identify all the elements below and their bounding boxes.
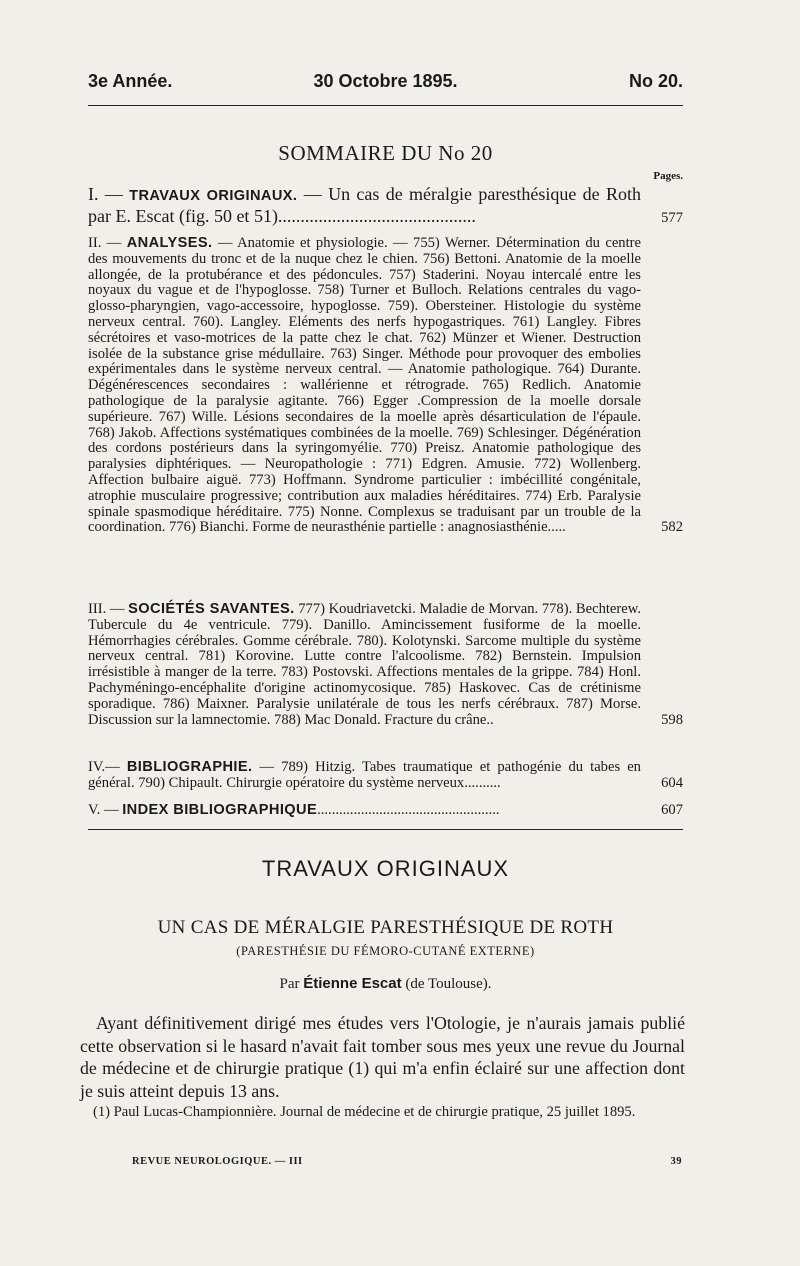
toc-section-name: TRAVAUX ORIGINAUX. [129, 188, 298, 204]
toc-section-name: SOCIÉTÉS SAVANTES. [128, 601, 295, 617]
pages-label: Pages. [653, 170, 683, 182]
toc-page-number: 607 [661, 803, 683, 818]
toc-entry-1 [88, 183, 683, 227]
toc-entry-text: — Un cas de méralgie paresthésique de Roth par E. Escat (fig. 50 et 51)............................................ [88, 184, 641, 226]
toc-section-name: ANALYSES. [126, 235, 213, 251]
section-title: TRAVAUX ORIGINAUX [261, 856, 510, 881]
toc-page-number: 604 [661, 774, 683, 791]
toc-section-name: INDEX BIBLIOGRAPHIQUE [122, 803, 318, 818]
toc-page-number: 598 [661, 711, 683, 728]
page-header [88, 71, 683, 99]
toc-entry-5 [88, 803, 683, 819]
header-date: 30 Octobre 1895. [313, 71, 458, 91]
article-paragraph: Ayant définitivement dirigé mes études vers l'Otologie, je n'aurais jamais publié cette observation si le hasard n'avait fait tomber sous mes yeux une revue du Journal de médecine et de chirurgie pratique (1) qui m'a enfin éclairé sur une affection dont je suis atteint depuis 13 ans. [80, 1013, 685, 1101]
footer-page-number: 39 [670, 1156, 682, 1167]
author-name: Étienne Escat [303, 975, 402, 992]
toc-entry-text: 777) Koudriavetcki. Maladie de Morvan. 778). Bechterew. Tubercule du 4e ventricule. 779). Danillo. Amincissement fusiforme de la moelle. Hémorrhagies cérébrales. Gomme cérébrale. 780). Kolotynski. Sarcome multiple du système nerveux central. 781) Korovine. Lutte contre l'alcoolisme. 782) Bernstein. Impulsion irrésistible à manger de la terre. 783) Postovski. Affections mentales de la grippe. 784) Honl. Pachyméningo-encéphalite d'origine actinomycosique. 785) Haskovec. Cas de crétinisme sporadique. 786) Maixner. Paralysie unilatérale de tous les nerfs cérébraux. 787) Morse. Discussion sur la lamnectomie. 788) Mac Donald. Fracture du crâne.. [88, 601, 641, 728]
footnote: (1) Paul Lucas-Championnière. Journal de médecine et de chirurgie pratique, 25 juillet 1895. [93, 1104, 636, 1120]
page-footer [132, 1156, 682, 1167]
toc-entry-text: — 789) Hitzig. Tabes traumatique et pathogénie du tabes en général. 790) Chipault. Chirurgie opératoire du système nerveux.......... [88, 759, 641, 791]
toc-page-number: 582 [661, 519, 683, 536]
toc-entry-number: III. — [88, 601, 129, 617]
sommaire-title: SOMMAIRE DU No 20 [278, 141, 493, 165]
toc-entry-text: .................................................. [317, 803, 500, 818]
byline-prefix: Par [279, 976, 304, 992]
toc-entry-number: V. — [88, 803, 123, 818]
header-issue-number: No 20. [628, 71, 683, 91]
header-rule [88, 105, 683, 106]
article-title: UN CAS DE MÉRALGIE PARESTHÉSIQUE DE ROTH [157, 917, 614, 938]
toc-entry-text: — Anatomie et physiologie. — 755) Werner. Détermination du centre des mouvements du tronc et de la nuque chez le chien. 756) Bettoni. Anatomie de la moelle allongée, de la protubérance et des pédoncules. 757) Staderini. Noyau intercalé entre les noyaux du vague et de l'hypoglosse. 758) Turner et Bulloch. Relations centrales du vago-glosso-pharyngien, vago-accessoire, hypoglosse. 759). Obersteiner. Histologie du système nerveux central. 760). Langley. Eléments des nerfs hypogastriques. 761) Langley. Fibres sécrétoires et vaso-motrices de la patte chez le chat. 762) Münzer et Wiener. Destruction isolée de la substance grise médullaire. 763) Singer. Méthode pour provoquer des embolies expérimentales dans le système nerveux central. — Anatomie pathologique. 764) Durante. Dégénérescences secondaires : wallérienne et rétrograde. 765) Redlich. Anatomie pathologique de la paralysie agitante. 766) Egger .Compression de la moelle dorsale supérieure. 767) Wille. Lésions secondaires de la moelle après désarticulation de l'épaule. 768) Jakob. Affections systématiques combinées de la moelle. 769) Schlesinger. Dégénération des cordons postérieurs dans la syringomyélie. 770) Preisz. Anatomie pathologique des paralysies diphtériques. — Neuropathologie : 771) Edgren. Amusie. 772) Wollenberg. Affection bulbaire aiguë. 773) Hoffmann. Syndrome particulier : imbécillité congénitale, atrophie musculaire progressive; contribution aux maladies héréditaires. 774) Erb. Paralysie spinale spasmodique héréditaire. 775) Nonne. Complexus se traduisant par un trouble de la coordination. 776) Bianchi. Forme de neurasthénie partielle : anagnosiasthénie..... [88, 235, 641, 536]
toc-entry-3 [88, 602, 683, 728]
byline [88, 975, 683, 993]
toc-entry-number: IV.— [88, 759, 127, 775]
author-affiliation: (de Toulouse). [401, 976, 492, 992]
article-subtitle: (PARESTHÉSIE DU FÉMORO-CUTANÉ EXTERNE) [236, 944, 535, 958]
toc-entry-number: I. — [88, 184, 130, 204]
toc-section-name: BIBLIOGRAPHIE. [126, 759, 253, 775]
toc-entry-4 [88, 760, 683, 792]
toc-entry-2 [88, 236, 683, 536]
footer-journal: REVUE NEUROLOGIQUE. — III [132, 1156, 303, 1167]
toc-entry-number: II. — [88, 235, 127, 251]
header-year: 3e Année. [88, 71, 173, 91]
toc-page-number: 577 [661, 210, 683, 227]
toc-rule [88, 829, 683, 830]
